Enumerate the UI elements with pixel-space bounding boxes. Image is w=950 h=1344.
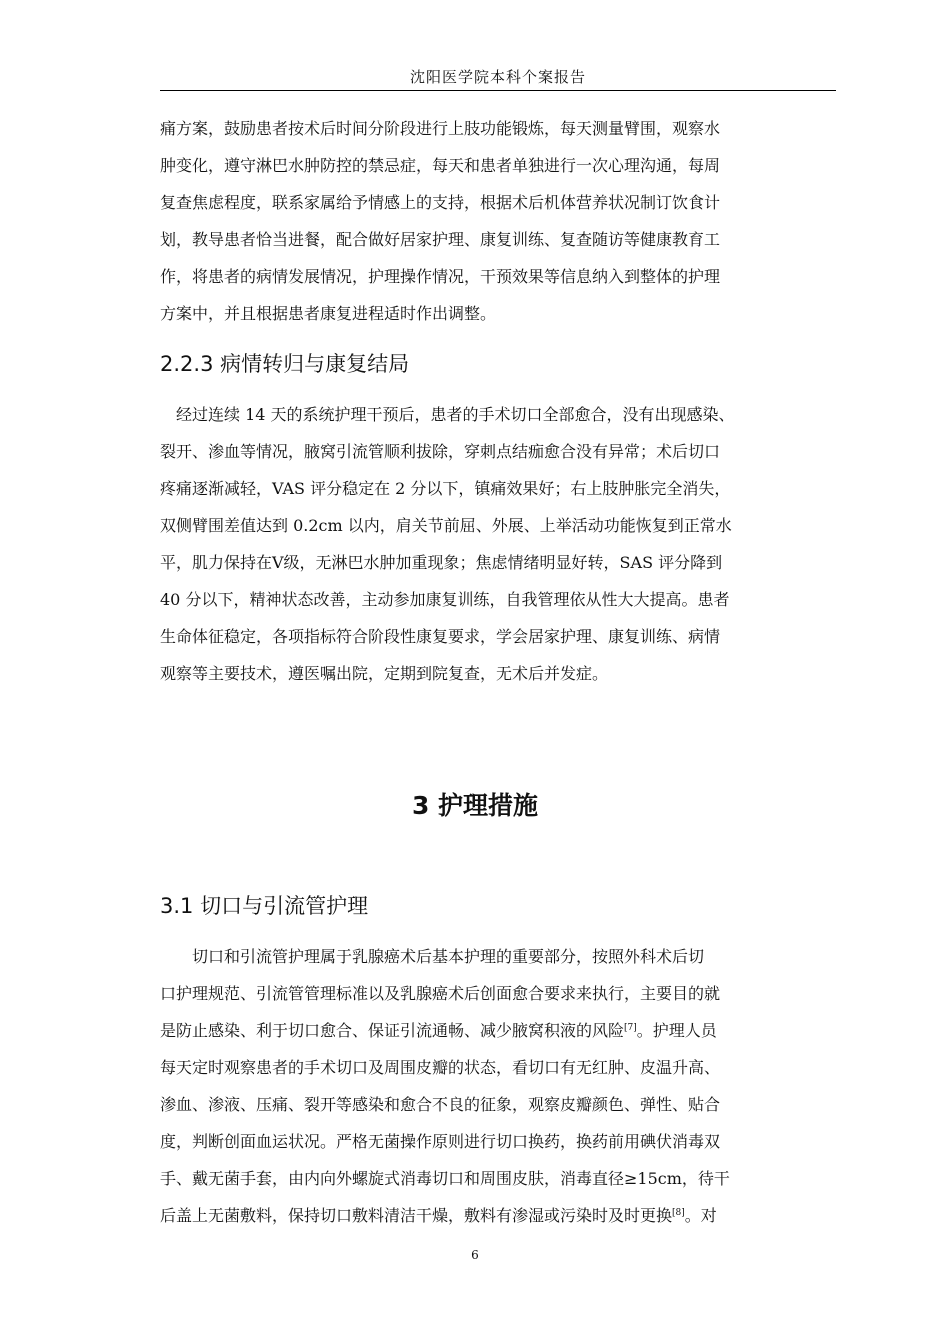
paragraph-incision-drainage [160, 938, 836, 1234]
section-heading-3-1: 3.1 切口与引流管护理 [160, 894, 369, 918]
text-line: 方案中，并且根据患者康复进程适时作出调整。 [160, 304, 497, 323]
text-line: 痛方案，鼓励患者按术后时间分阶段进行上肢功能锻炼，每天测量臂围，观察水 [160, 119, 721, 138]
text-line: 手、戴无菌手套，由内向外螺旋式消毒切口和周围皮肤，消毒直径≥15cm，待干 [160, 1169, 730, 1188]
text-line: 肿变化，遵守淋巴水肿防控的禁忌症，每天和患者单独进行一次心理沟通，每周 [160, 156, 721, 175]
text-line: 每天定时观察患者的手术切口及周围皮瓣的状态，看切口有无红肿、皮温升高、 [160, 1058, 721, 1077]
text-line: 双侧臂围差值达到 0.2cm 以内，肩关节前屈、外展、上举活动功能恢复到正常水 [160, 516, 732, 535]
text-line: 复查焦虑程度，联系家属给予情感上的支持，根据术后机体营养状况制订饮食计 [160, 193, 721, 212]
section-heading-2-2-3: 2.2.3 病情转归与康复结局 [160, 352, 410, 376]
text-line: 观察等主要技术，遵医嘱出院，定期到院复查，无术后并发症。 [160, 664, 609, 683]
page-number: 6 [471, 1248, 479, 1262]
citation-ref: [7] [624, 1023, 637, 1033]
running-header: 沈阳医学院本科个案报告 [409, 68, 586, 86]
text-line: 切口和引流管护理属于乳腺癌术后基本护理的重要部分，按照外科术后切 [160, 947, 705, 966]
text-line: 经过连续 14 天的系统护理干预后，患者的手术切口全部愈合，没有出现感染、 [160, 405, 735, 424]
text-line: 40 分以下，精神状态改善，主动参加康复训练，自我管理依从性大大提高。患者 [160, 590, 730, 609]
text-line [160, 1012, 836, 1049]
header-rule [160, 90, 836, 91]
text-line: 作，将患者的病情发展情况，护理操作情况，干预效果等信息纳入到整体的护理 [160, 267, 721, 286]
text-run: 后盖上无菌敷料，保持切口敷料清洁干燥，敷料有渗湿或污染时及时更换 [160, 1206, 673, 1225]
text-run: 。对 [684, 1206, 717, 1225]
text-line: 口护理规范、引流管管理标准以及乳腺癌术后创面愈合要求来执行，主要目的就 [160, 984, 721, 1003]
chapter-heading-3: 3 护理措施 [411, 791, 539, 820]
text-line [160, 1197, 836, 1234]
paragraph-care-plan [160, 110, 836, 332]
text-line: 生命体征稳定，各项指标符合阶段性康复要求，学会居家护理、康复训练、病情 [160, 627, 721, 646]
text-line: 疼痛逐渐减轻，VAS 评分稳定在 2 分以下，镇痛效果好；右上肢肿胀完全消失， [160, 479, 731, 498]
paragraph-outcome [160, 396, 836, 692]
text-line: 平，肌力保持在Ⅴ级，无淋巴水肿加重现象；焦虑情绪明显好转，SAS 评分降到 [160, 553, 723, 572]
citation-ref: [8] [672, 1208, 685, 1218]
text-run: 。护理人员 [636, 1021, 717, 1040]
text-line: 渗血、渗液、压痛、裂开等感染和愈合不良的征象，观察皮瓣颜色、弹性、贴合 [160, 1095, 721, 1114]
text-line: 度，判断创面血运状况。严格无菌操作原则进行切口换药，换药前用碘伏消毒双 [160, 1132, 721, 1151]
text-line: 裂开、渗血等情况，腋窝引流管顺利拔除，穿刺点结痂愈合没有异常；术后切口 [160, 442, 721, 461]
text-run: 是防止感染、利于切口愈合、保证引流通畅、减少腋窝积液的风险 [160, 1021, 625, 1040]
text-line: 划，教导患者恰当进餐，配合做好居家护理、康复训练、复查随访等健康教育工 [160, 230, 721, 249]
